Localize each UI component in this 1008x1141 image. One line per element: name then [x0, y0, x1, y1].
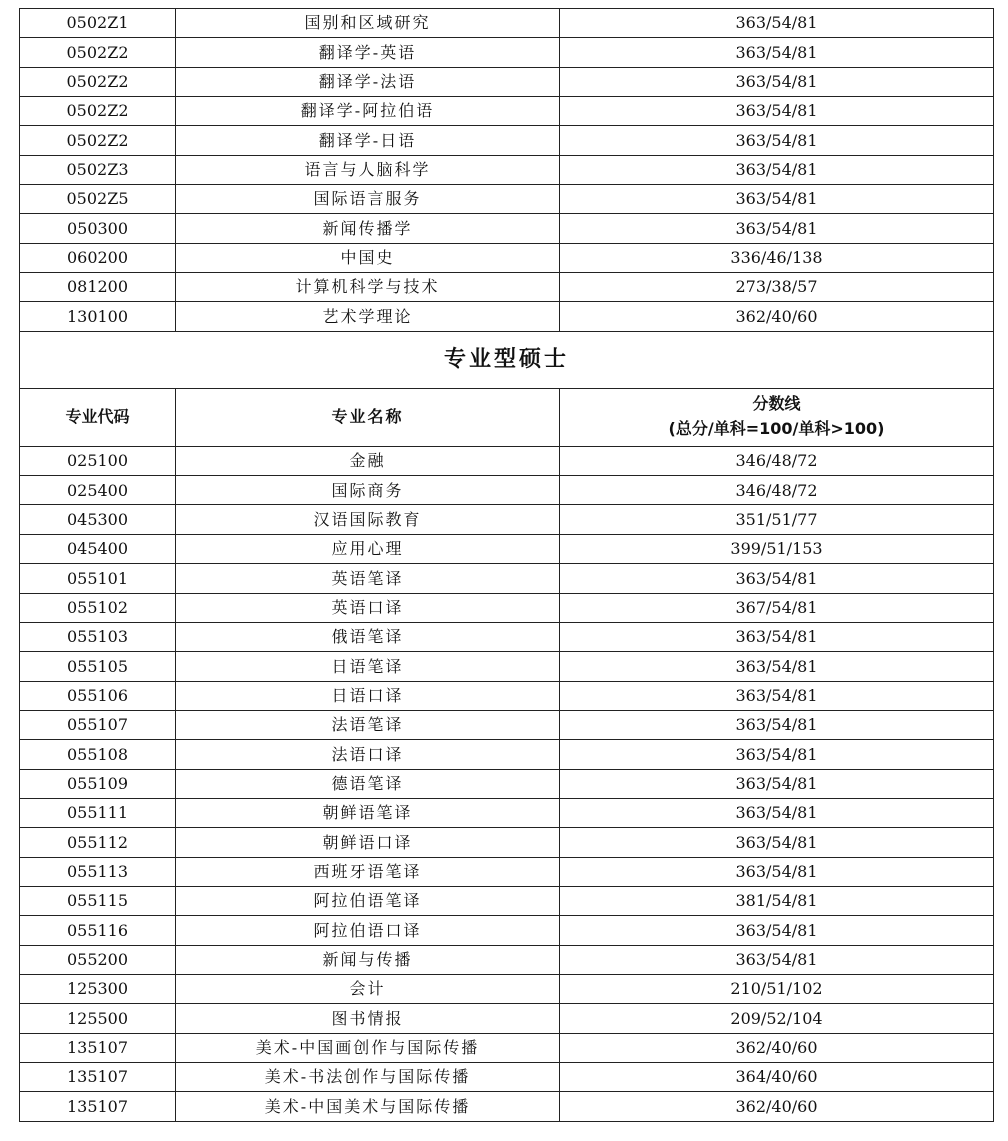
table-row: [20, 534, 994, 563]
table-row: [20, 185, 994, 214]
score-cell: 367/54/81: [560, 593, 994, 622]
name-cell: 朝鲜语笔译: [176, 798, 560, 827]
header-row: [20, 388, 994, 446]
name-cell: 计算机科学与技术: [176, 273, 560, 302]
name-cell: 美术-中国画创作与国际传播: [176, 1033, 560, 1062]
name-cell: 国际商务: [176, 476, 560, 505]
code-cell: 0502Z2: [20, 126, 176, 155]
score-cell: 209/52/104: [560, 1004, 994, 1033]
code-cell: 055113: [20, 857, 176, 886]
score-cell: 363/54/81: [560, 652, 994, 681]
header-score-title: 分数线: [752, 394, 801, 414]
code-cell: 125500: [20, 1004, 176, 1033]
code-cell: 0502Z2: [20, 38, 176, 67]
table-row: [20, 1004, 994, 1033]
name-cell: 朝鲜语口译: [176, 828, 560, 857]
code-cell: 081200: [20, 273, 176, 302]
table-row: [20, 828, 994, 857]
code-cell: 0502Z2: [20, 67, 176, 96]
table-row: [20, 945, 994, 974]
score-cell: 363/54/81: [560, 740, 994, 769]
professional-rows: [20, 446, 994, 1121]
code-cell: 055106: [20, 681, 176, 710]
name-cell: 新闻传播学: [176, 214, 560, 243]
name-cell: 中国史: [176, 243, 560, 272]
name-cell: 翻译学-阿拉伯语: [176, 97, 560, 126]
table-row: [20, 652, 994, 681]
table-row: [20, 857, 994, 886]
score-cell: 363/54/81: [560, 185, 994, 214]
score-cell: 363/54/81: [560, 769, 994, 798]
score-cell: 336/46/138: [560, 243, 994, 272]
code-cell: 055107: [20, 710, 176, 739]
name-cell: 英语笔译: [176, 564, 560, 593]
score-cell: 363/54/81: [560, 564, 994, 593]
score-cell: 363/54/81: [560, 945, 994, 974]
code-cell: 055101: [20, 564, 176, 593]
table-row: [20, 1063, 994, 1092]
code-cell: 055112: [20, 828, 176, 857]
code-cell: 060200: [20, 243, 176, 272]
table-row: [20, 476, 994, 505]
name-cell: 日语笔译: [176, 652, 560, 681]
code-cell: 0502Z2: [20, 97, 176, 126]
name-cell: 艺术学理论: [176, 302, 560, 331]
code-cell: 025400: [20, 476, 176, 505]
score-cell: 381/54/81: [560, 886, 994, 915]
name-cell: 会计: [176, 974, 560, 1003]
table-row: [20, 974, 994, 1003]
score-cell: 363/54/81: [560, 155, 994, 184]
name-cell: 西班牙语笔译: [176, 857, 560, 886]
table-row: [20, 593, 994, 622]
header-code: 专业代码: [20, 388, 176, 446]
header-score-subtitle: (总分/单科=100/单科>100): [668, 419, 885, 439]
code-cell: 055200: [20, 945, 176, 974]
table-row: [20, 886, 994, 915]
score-cell: 363/54/81: [560, 126, 994, 155]
name-cell: 翻译学-英语: [176, 38, 560, 67]
table-row: [20, 564, 994, 593]
academic-rows: [20, 9, 994, 332]
name-cell: 翻译学-日语: [176, 126, 560, 155]
score-cell: 362/40/60: [560, 302, 994, 331]
name-cell: 阿拉伯语笔译: [176, 886, 560, 915]
table-row: [20, 710, 994, 739]
score-cell: 363/54/81: [560, 97, 994, 126]
score-cell: 362/40/60: [560, 1092, 994, 1121]
table-row: [20, 1092, 994, 1121]
name-cell: 美术-书法创作与国际传播: [176, 1063, 560, 1092]
table-row: [20, 798, 994, 827]
header-score: [560, 388, 994, 446]
header-name: 专业名称: [176, 388, 560, 446]
score-cell: 363/54/81: [560, 681, 994, 710]
score-cell: 399/51/153: [560, 534, 994, 563]
score-cell: 363/54/81: [560, 622, 994, 651]
name-cell: 金融: [176, 446, 560, 475]
score-cell: 363/54/81: [560, 9, 994, 38]
table-row: [20, 9, 994, 38]
table-row: [20, 505, 994, 534]
table-row: [20, 740, 994, 769]
table-row: [20, 916, 994, 945]
name-cell: 美术-中国美术与国际传播: [176, 1092, 560, 1121]
code-cell: 135107: [20, 1063, 176, 1092]
code-cell: 055115: [20, 886, 176, 915]
name-cell: 日语口译: [176, 681, 560, 710]
table-row: [20, 446, 994, 475]
table-row: [20, 97, 994, 126]
code-cell: 125300: [20, 974, 176, 1003]
code-cell: 045400: [20, 534, 176, 563]
name-cell: 德语笔译: [176, 769, 560, 798]
table-row: [20, 681, 994, 710]
name-cell: 俄语笔译: [176, 622, 560, 651]
table-row: [20, 769, 994, 798]
score-cell: 351/51/77: [560, 505, 994, 534]
code-cell: 130100: [20, 302, 176, 331]
name-cell: 翻译学-法语: [176, 67, 560, 96]
name-cell: 新闻与传播: [176, 945, 560, 974]
name-cell: 应用心理: [176, 534, 560, 563]
name-cell: 语言与人脑科学: [176, 155, 560, 184]
code-cell: 055103: [20, 622, 176, 651]
score-cell: 363/54/81: [560, 916, 994, 945]
table-row: [20, 38, 994, 67]
score-cell: 363/54/81: [560, 214, 994, 243]
name-cell: 法语口译: [176, 740, 560, 769]
score-table: [19, 8, 994, 1122]
score-cell: 210/51/102: [560, 974, 994, 1003]
table-row: [20, 302, 994, 331]
name-cell: 法语笔译: [176, 710, 560, 739]
table-row: [20, 214, 994, 243]
code-cell: 055108: [20, 740, 176, 769]
code-cell: 025100: [20, 446, 176, 475]
table-row: [20, 273, 994, 302]
score-cell: 273/38/57: [560, 273, 994, 302]
score-cell: 363/54/81: [560, 710, 994, 739]
table-row: [20, 155, 994, 184]
code-cell: 0502Z5: [20, 185, 176, 214]
table-row: [20, 1033, 994, 1062]
code-cell: 055105: [20, 652, 176, 681]
code-cell: 0502Z3: [20, 155, 176, 184]
name-cell: 汉语国际教育: [176, 505, 560, 534]
score-cell: 363/54/81: [560, 798, 994, 827]
professional-section: [20, 331, 994, 446]
code-cell: 050300: [20, 214, 176, 243]
code-cell: 135107: [20, 1033, 176, 1062]
code-cell: 055116: [20, 916, 176, 945]
score-cell: 346/48/72: [560, 446, 994, 475]
score-cell: 362/40/60: [560, 1033, 994, 1062]
name-cell: 阿拉伯语口译: [176, 916, 560, 945]
score-cell: 363/54/81: [560, 828, 994, 857]
score-cell: 363/54/81: [560, 857, 994, 886]
name-cell: 国别和区域研究: [176, 9, 560, 38]
score-cell: 363/54/81: [560, 67, 994, 96]
code-cell: 055111: [20, 798, 176, 827]
score-cell: 346/48/72: [560, 476, 994, 505]
name-cell: 国际语言服务: [176, 185, 560, 214]
name-cell: 图书情报: [176, 1004, 560, 1033]
code-cell: 045300: [20, 505, 176, 534]
code-cell: 135107: [20, 1092, 176, 1121]
score-cell: 363/54/81: [560, 38, 994, 67]
code-cell: 055102: [20, 593, 176, 622]
score-cell: 364/40/60: [560, 1063, 994, 1092]
code-cell: 055109: [20, 769, 176, 798]
table-row: [20, 622, 994, 651]
table-row: [20, 126, 994, 155]
section-title-row: [20, 331, 994, 388]
name-cell: 英语口译: [176, 593, 560, 622]
table-row: [20, 67, 994, 96]
code-cell: 0502Z1: [20, 9, 176, 38]
table-row: [20, 243, 994, 272]
section-title: 专业型硕士: [20, 331, 994, 388]
